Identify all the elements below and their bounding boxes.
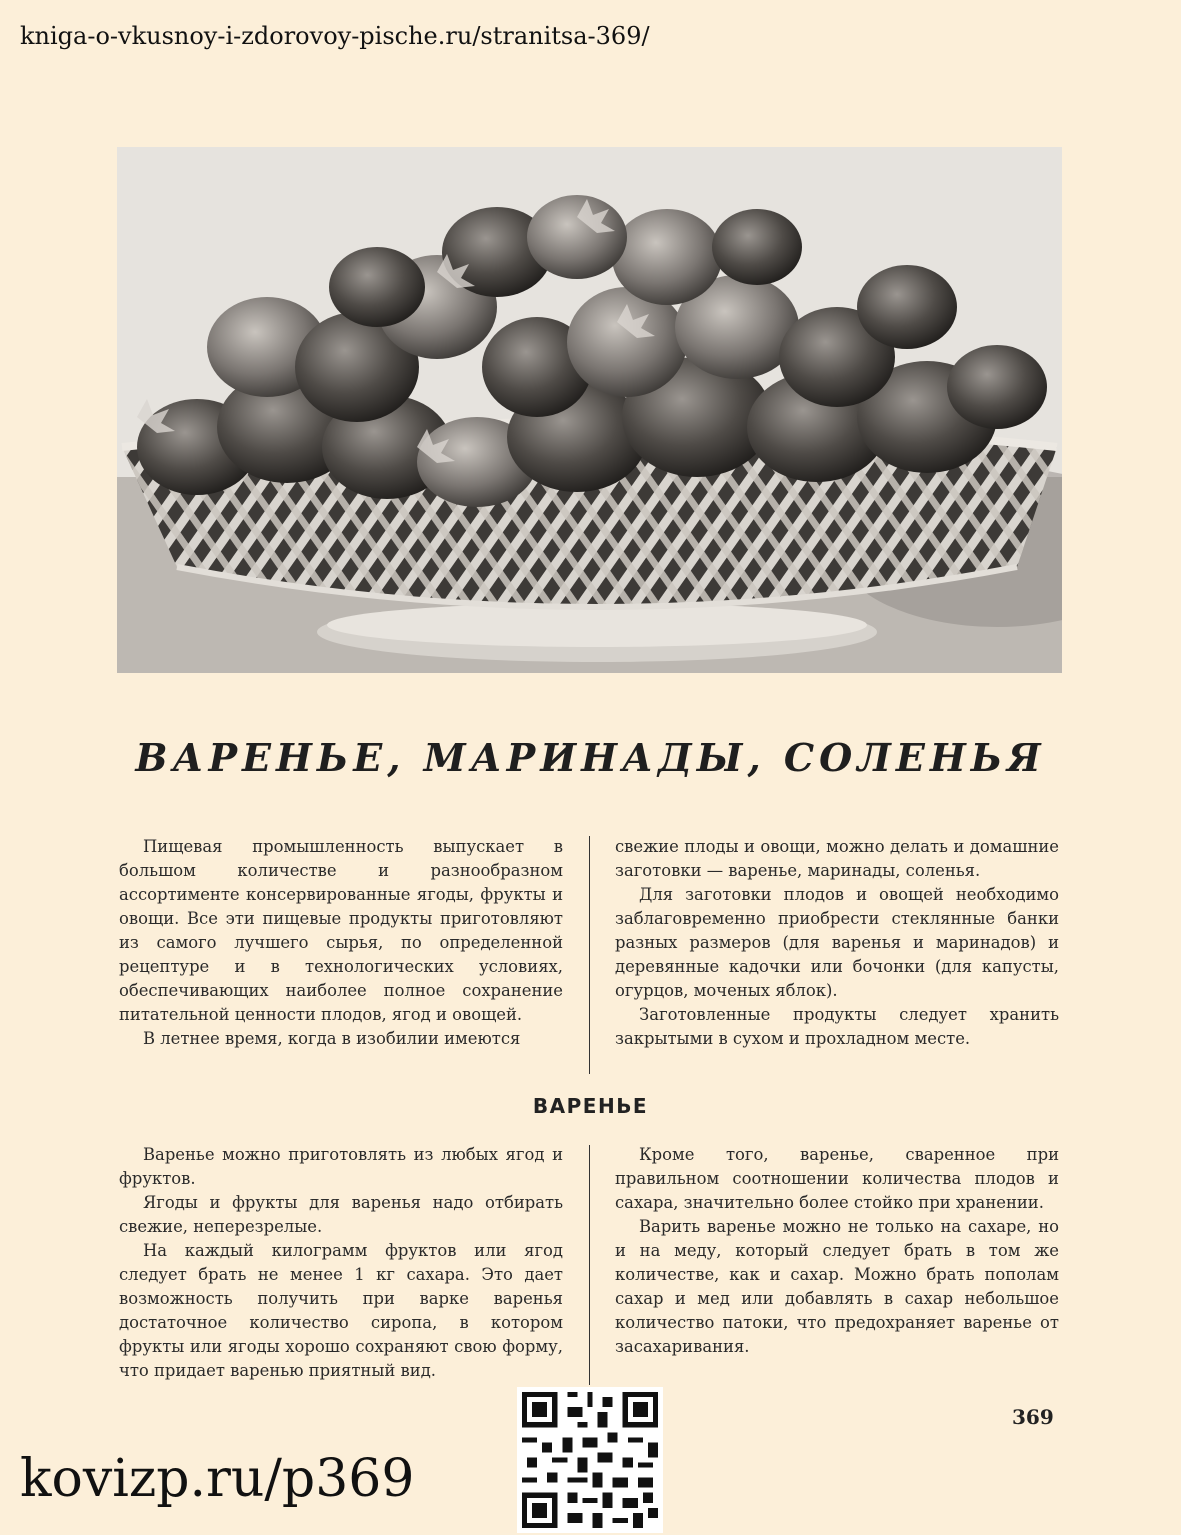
column-divider [589,1145,590,1385]
paragraph: На каждый килограмм фруктов или ягод следует брать не менее 1 кг сахара. Это дает возможность получить при варке варенья достаточное количество сиропа, в котором фрукты или ягоды хорошо сохраняют свою форму, что придает варенью приятный вид. [119,1241,563,1380]
paragraph: Ягоды и фрукты для варенья надо отбирать свежие, неперезрелые. [119,1193,563,1236]
intro-right-column [615,835,1059,1051]
paragraph: Для заготовки плодов и овощей необходимо заблаговременно приобрести стеклянные банки разных размеров (для варенья и маринадов) и деревянные кадочки или бочонки (для капусты, огурцов, моченых яблок). [615,885,1059,1000]
paragraph: Пищевая промышленность выпускает в большом количестве и разнообразном ассортименте консервированные ягоды, фрукты и овощи. Все эти пищевые продукты приготовляют из самого лучшего сырья, по определенной рецептуре и в технологических условиях, обеспечивающих наиболее полное сохранение питательной ценности плодов, ягод и овощей. [119,837,563,1024]
section-left-column [119,1143,563,1383]
paragraph: Кроме того, варенье, сваренное при правильном соотношении количества плодов и сахара, значительно более стойко при хранении. [615,1145,1059,1212]
source-url[interactable]: kniga-o-vkusnoy-i-zdorovoy-pische.ru/stranitsa-369/ [20,22,650,50]
paragraph: В летнее время, когда в изобилии имеются [143,1029,521,1048]
short-url[interactable]: kovizp.ru/p369 [20,1449,415,1509]
strawberry-bowl-photo [117,147,1062,673]
page-title: ВАРЕНЬЕ, МАРИНАДЫ, СОЛЕНЬЯ [135,735,1046,780]
qr-code-icon[interactable] [517,1387,663,1533]
paragraph: Варенье можно приготовлять из любых ягод и фруктов. [119,1145,563,1188]
paragraph: свежие плоды и овощи, можно делать и домашние заготовки — варенье, маринады, соленья. [615,837,1059,880]
section-right-column [615,1143,1059,1359]
column-divider [589,836,590,1074]
intro-left-column [119,835,563,1051]
paragraph: Варить варенье можно не только на сахаре, но и на меду, который следует брать в том же количестве, как и сахар. Можно брать пополам сахар и мед или добавлять в сахар небольшое количество патоки, что предохраняет варенье от засахаривания. [615,1217,1059,1356]
section-heading: ВАРЕНЬЕ [532,1094,649,1118]
paragraph: Заготовленные продукты следует хранить закрытыми в сухом и прохладном месте. [615,1005,1059,1048]
page-number: 369 [1012,1405,1054,1429]
